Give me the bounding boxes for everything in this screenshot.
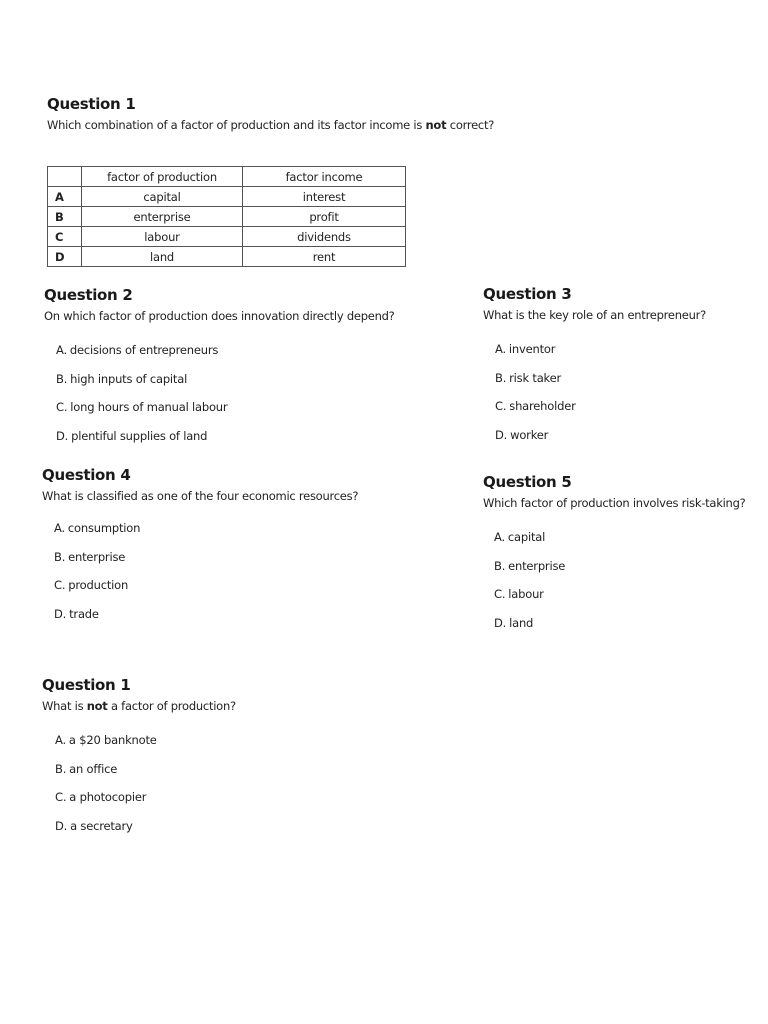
option-d[interactable] (495, 426, 753, 455)
row-income: rent (243, 247, 406, 267)
option-a[interactable] (56, 341, 444, 370)
option-letter: C. (494, 587, 506, 601)
option-letter: A. (495, 342, 506, 356)
option-d[interactable] (56, 427, 444, 456)
option-text: an office (69, 761, 118, 776)
question-1 (47, 95, 507, 132)
option-letter: A. (494, 530, 505, 544)
option-text: capital (507, 530, 546, 544)
option-letter: C. (54, 578, 66, 592)
row-letter: A (48, 187, 82, 207)
question-4 (42, 466, 442, 633)
option-text: a $20 banknote (68, 733, 157, 747)
option-letter: C. (495, 399, 507, 413)
option-text: worker (510, 427, 549, 442)
question-text: What is not a factor of production? (42, 699, 236, 713)
option-letter: D. (55, 818, 68, 833)
row-factor: land (82, 247, 243, 267)
option-list (54, 519, 442, 633)
option-text: labour (508, 587, 544, 601)
table-header-cell (48, 167, 82, 187)
option-letter: B. (56, 371, 68, 386)
option-c[interactable] (494, 585, 763, 614)
question-text: Which factor of production involves risk-taking? (483, 496, 746, 510)
row-letter: B (48, 207, 82, 227)
table-row (48, 187, 406, 207)
question-1-repeat (42, 676, 442, 845)
option-text: long hours of manual labour (70, 400, 228, 414)
option-a[interactable] (55, 731, 442, 760)
option-list (494, 528, 763, 642)
question-text: What is classified as one of the four economic resources? (42, 489, 359, 503)
option-a[interactable] (494, 528, 763, 557)
question-text: Which combination of a factor of production and its factor income is not correct? (47, 118, 495, 132)
option-text: a secretary (70, 818, 133, 833)
option-list (495, 340, 753, 454)
table-header-row (48, 167, 406, 187)
row-factor: labour (82, 227, 243, 247)
option-letter: C. (56, 400, 68, 414)
option-text: risk taker (509, 370, 561, 385)
option-text: consumption (67, 521, 141, 535)
row-income: dividends (243, 227, 406, 247)
option-c[interactable] (54, 576, 442, 605)
option-b[interactable] (54, 548, 442, 577)
option-a[interactable] (54, 519, 442, 548)
option-text: enterprise (508, 558, 566, 573)
option-letter: D. (494, 615, 507, 630)
option-text: high inputs of capital (70, 371, 188, 386)
option-letter: D. (54, 606, 67, 621)
option-letter: D. (56, 428, 69, 443)
option-a[interactable] (495, 340, 753, 369)
question-title: Question 2 (44, 286, 133, 304)
question-title: Question 1 (47, 95, 136, 113)
option-text: production (68, 578, 129, 592)
option-c[interactable] (495, 397, 753, 426)
option-letter: B. (495, 370, 507, 385)
question-title: Question 1 (42, 676, 131, 694)
table-row (48, 227, 406, 247)
option-letter: A. (54, 521, 65, 535)
option-d[interactable] (54, 605, 442, 634)
row-income: interest (243, 187, 406, 207)
option-text: enterprise (68, 549, 126, 564)
option-b[interactable] (56, 370, 444, 399)
table-header-cell: factor income (243, 167, 406, 187)
table-row (48, 247, 406, 267)
question-title: Question 4 (42, 466, 131, 484)
option-c[interactable] (56, 398, 444, 427)
option-letter: A. (55, 733, 66, 747)
option-b[interactable] (494, 557, 763, 586)
option-list (56, 341, 444, 455)
option-text: a photocopier (69, 790, 147, 804)
option-c[interactable] (55, 788, 442, 817)
option-text: decisions of entrepreneurs (69, 343, 219, 357)
factor-income-table (47, 166, 406, 267)
question-title: Question 3 (483, 285, 572, 303)
row-letter: D (48, 247, 82, 267)
question-text: On which factor of production does innovation directly depend? (44, 309, 395, 323)
question-text: What is the key role of an entrepreneur? (483, 308, 706, 322)
question-3 (483, 285, 753, 454)
row-income: profit (243, 207, 406, 227)
row-factor: enterprise (82, 207, 243, 227)
option-text: plentiful supplies of land (71, 428, 208, 443)
question-2 (44, 286, 444, 455)
option-text: land (509, 615, 534, 630)
option-list (55, 731, 442, 845)
option-text: trade (69, 606, 99, 621)
option-letter: C. (55, 790, 67, 804)
row-factor: capital (82, 187, 243, 207)
option-letter: D. (495, 427, 508, 442)
option-letter: B. (55, 761, 67, 776)
table-header-cell: factor of production (82, 167, 243, 187)
table-row (48, 207, 406, 227)
question-5 (483, 473, 763, 642)
row-letter: C (48, 227, 82, 247)
question-title: Question 5 (483, 473, 572, 491)
option-text: inventor (508, 342, 556, 356)
option-b[interactable] (495, 369, 753, 398)
option-letter: A. (56, 343, 67, 357)
option-letter: B. (494, 558, 506, 573)
option-letter: B. (54, 549, 66, 564)
option-b[interactable] (55, 760, 442, 789)
option-text: shareholder (509, 399, 576, 413)
option-d[interactable] (494, 614, 763, 643)
option-d[interactable] (55, 817, 442, 846)
